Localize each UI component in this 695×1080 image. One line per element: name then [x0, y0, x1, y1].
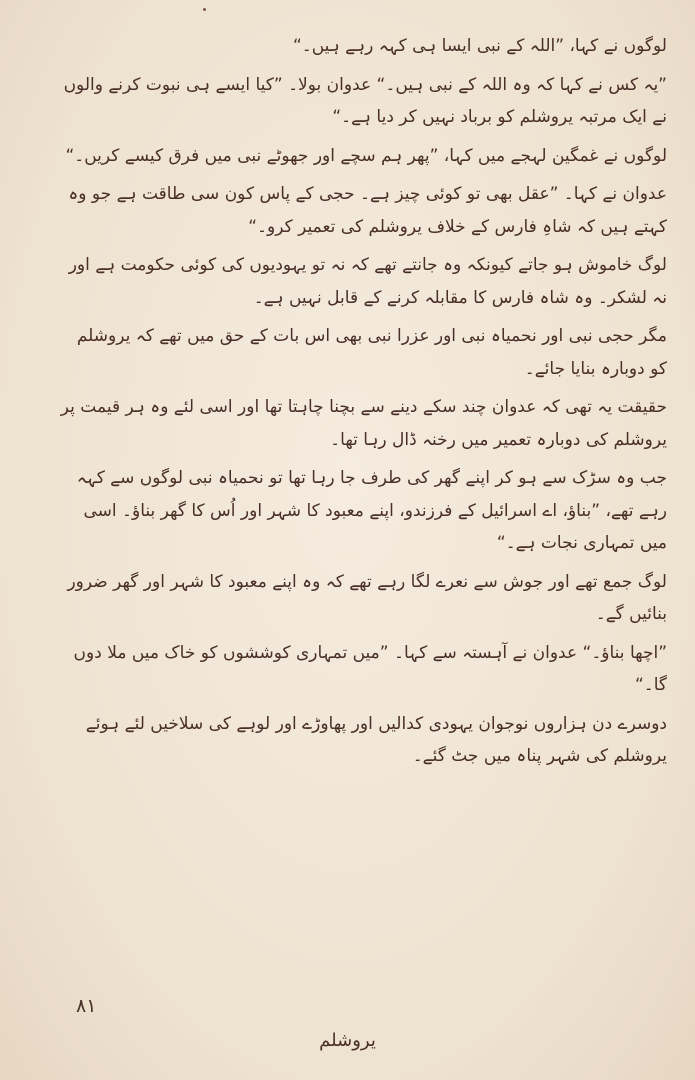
paragraph: لوگ جمع تھے اور جوش سے نعرے لگا رہے تھے کہ وہ اپنے معبود کا شہر اور گھر ضرور بنائیں گے۔: [67, 571, 667, 624]
paragraph: لوگ خاموش ہو جاتے کیونکہ وہ جانتے تھے کہ نہ تو یہودیوں کی کوئی حکومت ہے اور نہ لشکر۔ وہ شاہ فارس کا مقابلہ کرنے کے قابل نہیں ہے۔: [68, 255, 667, 308]
paragraph: دوسرے دن ہزاروں نوجوان یہودی کدالیں اور پھاوڑے اور لوہے کی سلاخیں لئے ہوئے یروشلم کی شہر پناہ میں جٹ گئے۔: [85, 713, 667, 766]
paragraph: حقیقت یہ تھی کہ عدوان چند سکے دینے سے بچنا چاہتا تھا اور اسی لئے وہ ہر قیمت پر یروشلم کی دوبارہ تعمیر میں رخنہ ڈال رہا تھا۔: [60, 397, 667, 450]
running-footer: یروشلم: [319, 1030, 376, 1051]
paragraph: لوگوں نے کہا، ”اللہ کے نبی ایسا ہی کہہ رہے ہیں۔“: [292, 36, 667, 56]
paper-blemish: [203, 8, 206, 11]
paragraph: لوگوں نے غمگین لہجے میں کہا، ”پھر ہم سچے اور جھوٹے نبی میں فرق کیسے کریں۔“: [65, 145, 667, 166]
page-number: ۸۱: [76, 995, 97, 1017]
paragraph: عدوان نے کہا۔ ”عقل بھی تو کوئی چیز ہے۔ حجی کے پاس کون سی طاقت ہے جو وہ کہتے ہیں کہ شاہِ فارس کے خلاف یروشلم کی تعمیر کرو۔“: [68, 184, 667, 237]
paragraph: ”اچھا بناؤ۔“ عدوان نے آہستہ سے کہا۔ ”میں تمہاری کوششوں کو خاک میں ملا دوں گا۔“: [73, 642, 667, 695]
body-text: [58, 30, 667, 773]
paragraph: مگر حجی نبی اور نحمیاہ نبی اور عزرا نبی بھی اس بات کے حق میں تھے کہ یروشلم کو دوبارہ بنایا جائے۔: [76, 326, 667, 379]
paragraph: ”یہ کس نے کہا کہ وہ اللہ کے نبی ہیں۔“ عدوان بولا۔ ”کیا ایسے ہی نبوت کرنے والوں نے ایک مرتبہ یروشلم کو برباد نہیں کر دیا ہے۔“: [63, 74, 667, 127]
paragraph: جب وہ سڑک سے ہو کر اپنے گھر کی طرف جا رہا تھا تو نحمیاہ نبی لوگوں سے کہہ رہے تھے، ”بناؤ، اے اسرائیل کے فرزندو، اپنے معبود کا شہر اور اُس کا گھر بناؤ۔ اسی میں تمہاری نجات ہے۔“: [76, 468, 667, 553]
